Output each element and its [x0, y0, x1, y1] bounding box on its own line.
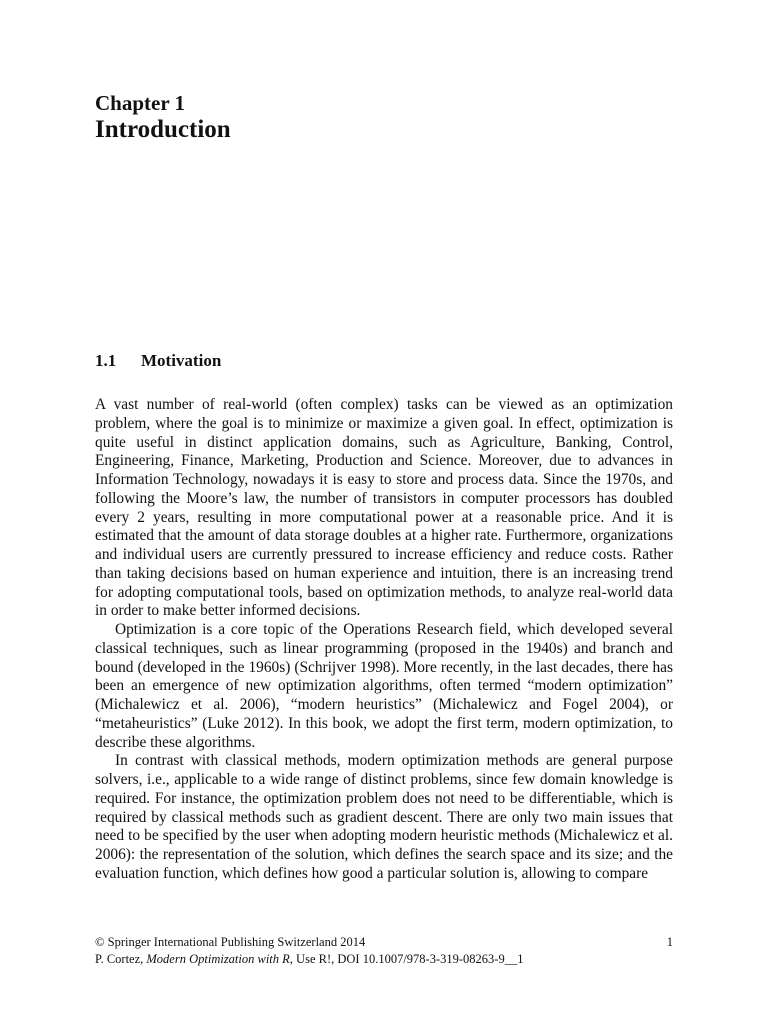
- body-text: [95, 396, 673, 884]
- page-number: 1: [666, 935, 673, 949]
- section-number: 1.1: [95, 351, 117, 370]
- footer-copyright-row: [95, 934, 673, 951]
- paragraph: Optimization is a core topic of the Operations Research field, which developed several classical techniques, such as linear programming (proposed in the 1940s) and branch and bound (developed in the 1960s) (Schrijver 1998). More recently, in the last decades, there has been an emergence of new optimization algorithms, often termed “modern optimization” (Michalewicz et al. 2006), “modern heuristics” (Michalewicz and Fogel 2004), or “metaheuristics” (Luke 2012). In this book, we adopt the first term, modern optimization, to describe these algorithms.: [95, 621, 673, 751]
- citation-author: P. Cortez,: [95, 952, 147, 966]
- page-footer: [95, 934, 673, 968]
- section-heading: [95, 350, 221, 372]
- citation-line: [95, 951, 673, 968]
- citation-book-title: Modern Optimization with R: [146, 952, 290, 966]
- chapter-label: Chapter 1: [95, 91, 186, 115]
- section-title: Motivation: [141, 351, 222, 370]
- paragraph: In contrast with classical methods, modern optimization methods are general purpose solvers, i.e., applicable to a wide range of distinct problems, since few domain knowledge is required. For instance, the optimization problem does not need to be differentiable, which is required by classical methods such as gradient descent. There are only two main issues that need to be specified by the user when adopting modern heuristic methods (Michalewicz et al. 2006): the representation of the solution, which defines the search space and its size; and the evaluation function, which defines how good a particular solution is, allowing to compare: [95, 752, 673, 882]
- citation-details: , Use R!, DOI 10.1007/978-3-319-08263-9__1: [289, 952, 524, 966]
- paragraph: A vast number of real-world (often complex) tasks can be viewed as an optimization problem, where the goal is to minimize or maximize a given goal. In effect, optimization is quite useful in distinct application domains, such as Agriculture, Banking, Control, Engineering, Finance, Marketing, Production and Science. Moreover, due to advances in Information Technology, nowadays it is easy to store and process data. Since the 1970s, and following the Moore’s law, the number of transistors in computer processors has doubled every 2 years, resulting in more computational power at a reasonable price. And it is estimated that the amount of data storage doubles at a higher rate. Furthermore, organizations and individual users are currently pressured to increase efficiency and reduce costs. Rather than taking decisions based on human experience and intuition, there is an increasing trend for adopting computational tools, based on optimization methods, to analyze real-world data in order to make better informed decisions.: [95, 396, 673, 620]
- copyright-notice: © Springer International Publishing Switzerland 2014: [95, 935, 366, 949]
- chapter-title: Introduction: [95, 116, 231, 143]
